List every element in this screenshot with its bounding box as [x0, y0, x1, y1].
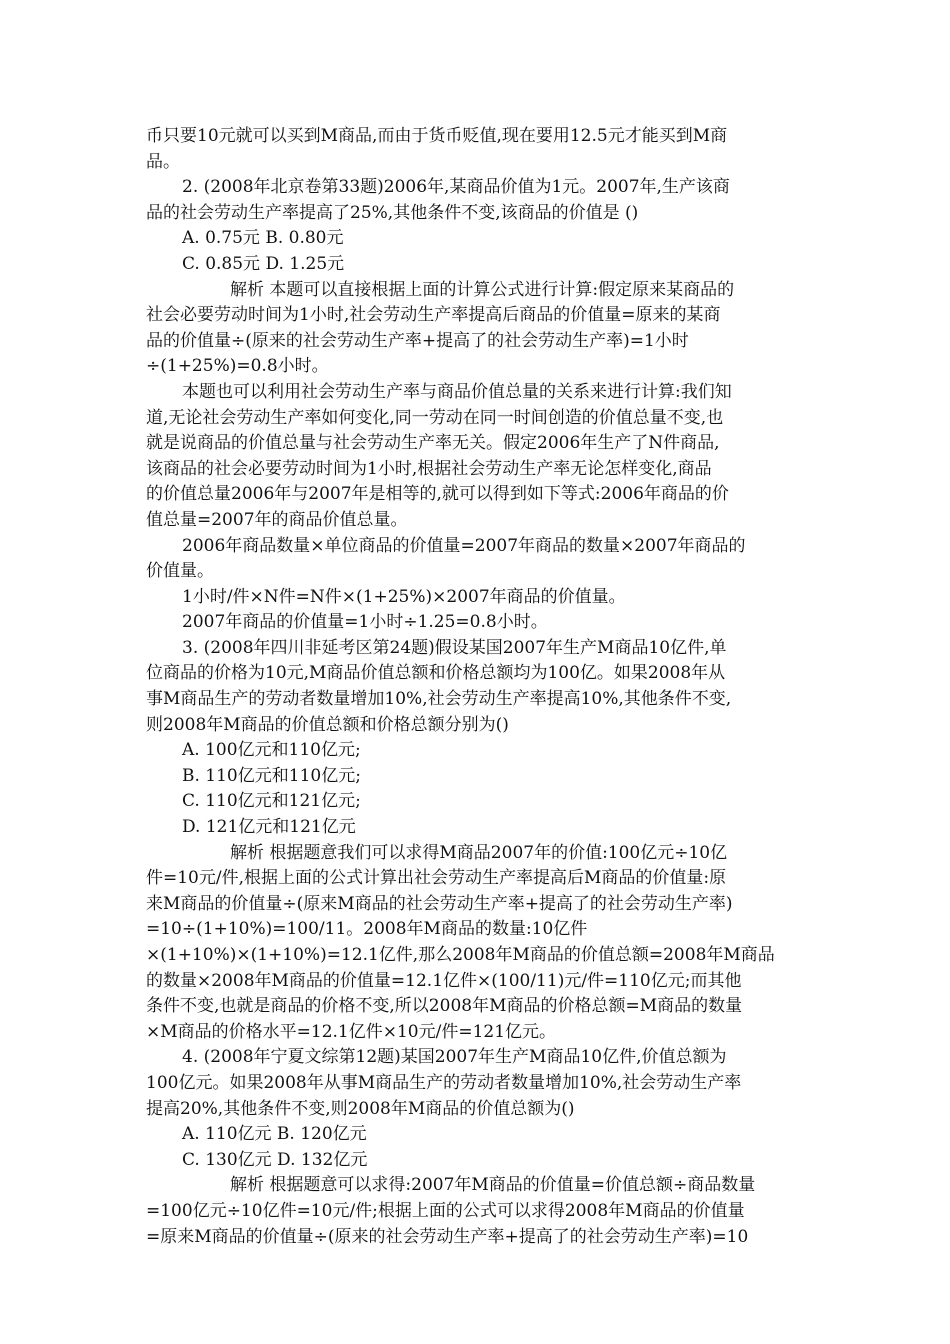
- text-line: 2. (2008年北京卷第33题)2006年,某商品价值为1元。2007年,生产该商: [182, 177, 730, 198]
- text-line: 的数量×2008年M商品的价值量=12.1亿件×(100/11)元/件=110亿元;而其他: [146, 970, 742, 991]
- text-line: 提高20%,其他条件不变,则2008年M商品的价值总额为(): [146, 1098, 575, 1119]
- text-line: 则2008年M商品的价值总额和价格总额分别为(): [146, 714, 509, 735]
- text-line: 道,无论社会劳动生产率如何变化,同一劳动在同一时间创造的价值总量不变,也: [146, 407, 724, 428]
- text-line: C. 110亿元和121亿元;: [182, 791, 361, 812]
- text-line: 币只要10元就可以买到M商品,而由于货币贬值,现在要用12.5元才能买到M商: [146, 126, 728, 146]
- text-line: 解析 根据题意可以求得:2007年M商品的价值量=价值总额÷商品数量: [230, 1175, 756, 1196]
- text-line: 品的社会劳动生产率提高了25%,其他条件不变,该商品的价值是 (): [146, 202, 639, 223]
- text-line: C. 0.85元 D. 1.25元: [182, 253, 345, 274]
- text-line: 位商品的价格为10元,M商品价值总额和价格总额均为100亿。如果2008年从: [146, 663, 726, 684]
- text-line: =原来M商品的价值量÷(原来的社会劳动生产率+提高了的社会劳动生产率)=10: [146, 1226, 749, 1247]
- text-line: C. 130亿元 D. 132亿元: [182, 1149, 368, 1170]
- text-line: 的价值总量2006年与2007年是相等的,就可以得到如下等式:2006年商品的价: [146, 484, 729, 505]
- text-line: D. 121亿元和121亿元: [182, 817, 356, 838]
- text-line: A. 0.75元 B. 0.80元: [182, 228, 344, 249]
- text-line: 件=10元/件,根据上面的公式计算出社会劳动生产率提高后M商品的价值量:原: [146, 868, 727, 889]
- text-line: 解析 本题可以直接根据上面的计算公式进行计算:假定原来某商品的: [230, 279, 735, 300]
- text-line: 4. (2008年宁夏文综第12题)某国2007年生产M商品10亿件,价值总额为: [182, 1047, 727, 1068]
- text-line: ×M商品的价格水平=12.1亿件×10元/件=121亿元。: [146, 1021, 557, 1042]
- text-line: 条件不变,也就是商品的价格不变,所以2008年M商品的价格总额=M商品的数量: [146, 996, 743, 1017]
- text-line: 品的价值量÷(原来的社会劳动生产率+提高了的社会劳动生产率)=1小时: [146, 330, 689, 351]
- text-line: =100亿元÷10亿件=10元/件;根据上面的公式可以求得2008年M商品的价值量: [146, 1200, 745, 1221]
- text-line: 1小时/件×N件=N件×(1+25%)×2007年商品的价值量。: [182, 586, 626, 607]
- text-line: 品。: [146, 151, 180, 172]
- text-line: 就是说商品的价值总量与社会劳动生产率无关。假定2006年生产了N件商品,: [146, 433, 720, 454]
- text-line: ÷(1+25%)=0.8小时。: [146, 356, 329, 377]
- text-line: 值总量=2007年的商品价值总量。: [146, 509, 408, 530]
- text-line: A. 100亿元和110亿元;: [182, 740, 361, 761]
- text-line: 该商品的社会必要劳动时间为1小时,根据社会劳动生产率无论怎样变化,商品: [146, 458, 712, 479]
- text-line: A. 110亿元 B. 120亿元: [182, 1124, 367, 1145]
- text-line: ×(1+10%)×(1+10%)=12.1亿件,那么2008年M商品的价值总额=2008年M商品: [146, 945, 775, 965]
- text-line: 3. (2008年四川非延考区第24题)假设某国2007年生产M商品10亿件,单: [182, 637, 727, 658]
- text-line: 2006年商品数量×单位商品的价值量=2007年商品的数量×2007年商品的: [182, 535, 746, 556]
- text-line: 社会必要劳动时间为1小时,社会劳动生产率提高后商品的价值量=原来的某商: [146, 305, 721, 326]
- text-line: 事M商品生产的劳动者数量增加10%,社会劳动生产率提高10%,其他条件不变,: [146, 689, 732, 710]
- text-line: B. 110亿元和110亿元;: [182, 765, 361, 786]
- text-line: 本题也可以利用社会劳动生产率与商品价值总量的关系来进行计算:我们知: [182, 381, 732, 402]
- text-line: 100亿元。如果2008年从事M商品生产的劳动者数量增加10%,社会劳动生产率: [146, 1072, 742, 1093]
- text-line: =10÷(1+10%)=100/11。2008年M商品的数量:10亿件: [146, 919, 588, 940]
- document-page: [146, 124, 811, 1250]
- text-line: 来M商品的价值量÷(原来M商品的社会劳动生产率+提高了的社会劳动生产率): [146, 893, 733, 914]
- text-line: 解析 根据题意我们可以求得M商品2007年的价值:100亿元÷10亿: [230, 842, 728, 863]
- text-line: 2007年商品的价值量=1小时÷1.25=0.8小时。: [182, 612, 548, 633]
- text-line: 价值量。: [146, 561, 214, 582]
